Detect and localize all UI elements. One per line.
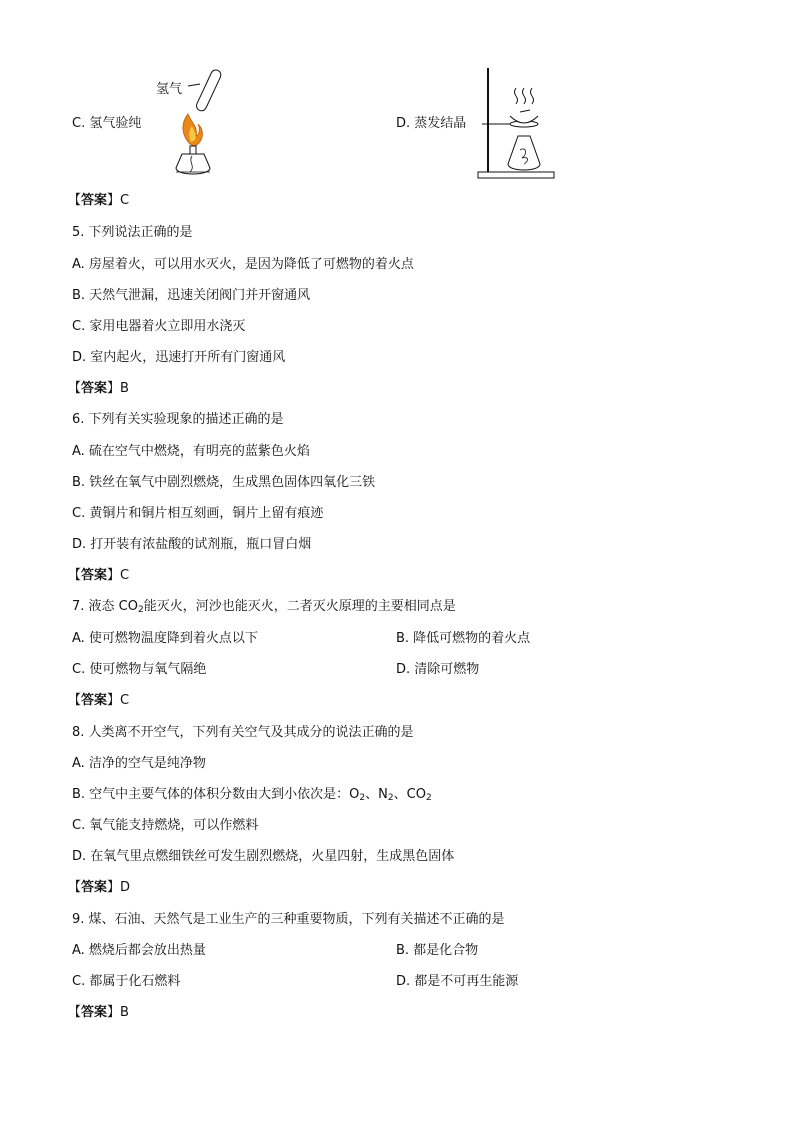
q6-option-a: A. 硫在空气中燃烧，有明亮的蓝紫色火焰: [72, 444, 310, 459]
q7-option-c: C. 使可燃物与氧气隔绝: [72, 662, 207, 677]
q7-option-a: A. 使可燃物温度降到着火点以下: [72, 631, 258, 646]
answer-q4: [68, 192, 129, 210]
q7-stem: [72, 598, 456, 616]
answer-label: 答案: [81, 693, 108, 708]
q8-stem: 8. 人类离不开空气，下列有关空气及其成分的说法正确的是: [72, 725, 414, 740]
q7-option-b: B. 降低可燃物的着火点: [396, 631, 531, 646]
q9-option-d: D. 都是不可再生能源: [396, 974, 519, 989]
answer-label: 答案: [81, 381, 108, 396]
answer-value: C: [120, 693, 130, 708]
q7-stem-part: 能灭火，河沙也能灭火，二者灭火原理的主要相同点是: [143, 599, 456, 614]
q9-option-b: B. 都是化合物: [396, 943, 479, 958]
answer-bracket-close: 】: [107, 693, 121, 708]
answer-value: C: [120, 568, 130, 583]
option-c-hydrogen-test: C. 氢气验纯: [72, 116, 142, 131]
answer-q6: [68, 567, 129, 585]
q9-option-a: A. 燃烧后都会放出热量: [72, 943, 206, 958]
q8-option-a: A. 洁净的空气是纯净物: [72, 756, 206, 771]
q8-b-part: 、N: [365, 787, 388, 802]
q6-option-d: D. 打开装有浓盐酸的试剂瓶，瓶口冒白烟: [72, 537, 312, 552]
answer-bracket-close: 】: [107, 880, 121, 895]
q5-stem: 5. 下列说法正确的是: [72, 225, 193, 240]
q8-b-subscript: 2: [425, 793, 432, 803]
iron-stand-evaporating-dish-icon: [474, 64, 558, 184]
answer-value: C: [120, 193, 130, 208]
q8-b-part: B. 空气中主要气体的体积分数由大到小依次是：O: [72, 787, 360, 802]
q5-option-b: B. 天然气泄漏，迅速关闭阀门并开窗通风: [72, 288, 311, 303]
q9-option-c: C. 都属于化石燃料: [72, 974, 181, 989]
evaporation-crystallization-figure: [474, 64, 558, 184]
q5-option-a: A. 房屋着火，可以用水灭火，是因为降低了可燃物的着火点: [72, 257, 414, 272]
answer-bracket-open: 【: [68, 1005, 82, 1020]
hydrogen-label: 氢气: [156, 82, 183, 97]
answer-bracket-open: 【: [68, 568, 82, 583]
answer-label: 答案: [81, 880, 108, 895]
hydrogen-purity-test-figure: [152, 64, 222, 184]
answer-bracket-close: 】: [107, 1005, 121, 1020]
answer-bracket-open: 【: [68, 693, 82, 708]
answer-value: B: [120, 381, 129, 396]
q6-option-b: B. 铁丝在氧气中剧烈燃烧，生成黑色固体四氧化三铁: [72, 475, 376, 490]
q8-option-c: C. 氧气能支持燃烧，可以作燃料: [72, 818, 259, 833]
q8-b-part: 、CO: [393, 787, 426, 802]
answer-bracket-open: 【: [68, 381, 82, 396]
answer-value: B: [120, 1005, 129, 1020]
q8-option-b: [72, 786, 432, 804]
answer-value: D: [120, 880, 131, 895]
answer-label: 答案: [81, 193, 108, 208]
answer-label: 答案: [81, 568, 108, 583]
answer-q5: [68, 380, 129, 398]
answer-bracket-open: 【: [68, 193, 82, 208]
q8-b-subscript: 2: [387, 793, 394, 803]
q7-stem-subscript: 2: [137, 605, 144, 615]
answer-q7: [68, 692, 129, 710]
q9-stem: 9. 煤、石油、天然气是工业生产的三种重要物质，下列有关描述不正确的是: [72, 912, 505, 927]
answer-q9: [68, 1004, 129, 1022]
answer-q8: [68, 879, 130, 897]
answer-bracket-close: 】: [107, 381, 121, 396]
q8-option-d: D. 在氧气里点燃细铁丝可发生剧烈燃烧，火星四射，生成黑色固体: [72, 849, 455, 864]
q6-option-c: C. 黄铜片和铜片相互刻画，铜片上留有痕迹: [72, 506, 324, 521]
q7-stem-part: 7. 液态 CO: [72, 599, 138, 614]
q7-option-d: D. 清除可燃物: [396, 662, 480, 677]
answer-bracket-open: 【: [68, 880, 82, 895]
q5-option-d: D. 室内起火，迅速打开所有门窗通风: [72, 350, 286, 365]
q6-stem: 6. 下列有关实验现象的描述正确的是: [72, 412, 284, 427]
option-d-evaporation: D. 蒸发结晶: [396, 116, 467, 131]
q5-option-c: C. 家用电器着火立即用水浇灭: [72, 319, 246, 334]
answer-bracket-close: 】: [107, 193, 121, 208]
answer-bracket-close: 】: [107, 568, 121, 583]
q8-b-subscript: 2: [359, 793, 366, 803]
answer-label: 答案: [81, 1005, 108, 1020]
